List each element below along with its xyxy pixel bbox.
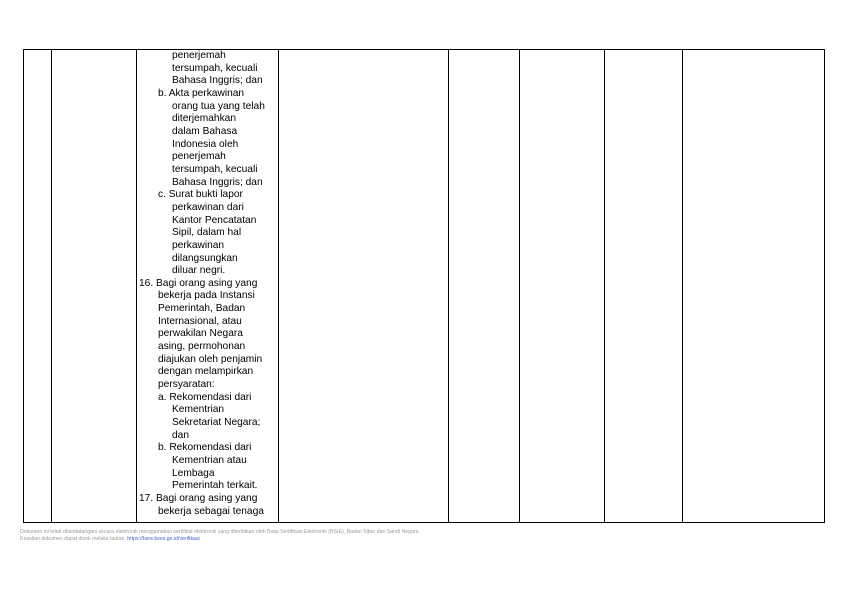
text-line: dilangsungkan	[172, 252, 238, 264]
item-cell	[52, 50, 137, 523]
text-line: persyaratan:	[158, 379, 215, 391]
text-line: diterjemahkan	[172, 113, 236, 125]
requirements-table	[23, 49, 825, 523]
requirements-cell	[137, 50, 279, 523]
requirements-text	[137, 50, 278, 518]
text-line: Sekretariat Negara;	[172, 417, 261, 429]
text-line: Kementrian atau	[172, 455, 247, 466]
text-line: orang tua yang telah	[172, 100, 265, 112]
text-line: b. Akta perkawinan	[158, 87, 245, 99]
footer-verification-label: Keaslian dokumen dapat dicek melalui tautan:	[20, 536, 126, 542]
text-line: dalam Bahasa	[172, 125, 238, 137]
text-line: diajukan oleh penjamin	[158, 353, 263, 365]
table-row	[24, 50, 825, 523]
text-line: 17. Bagi orang asing yang	[139, 492, 258, 504]
text-line: Bahasa Inggris; dan	[172, 75, 263, 87]
number-cell	[24, 50, 52, 523]
text-line: Kementrian	[172, 404, 225, 416]
text-line: dengan melampirkan	[158, 366, 254, 378]
text-line: Sipil, dalam hal	[172, 227, 242, 239]
footer-signature-note: Dokumen ini telah ditandatangani secara elektronik menggunakan sertifikat elektronik yang diterbitkan oleh Balai Sertifikasi Elektronik (BSrE), Badan Siber dan Sandi Negara	[20, 529, 419, 535]
text-line: asing, permohonan	[158, 341, 246, 353]
empty-cell	[449, 50, 520, 523]
empty-cell	[520, 50, 605, 523]
text-line: tersumpah, kecuali	[172, 62, 258, 74]
text-line: bekerja sebagai tenaga	[158, 505, 264, 517]
text-line: Kantor Pencatatan	[172, 214, 257, 226]
text-line: diluar negri.	[172, 265, 226, 277]
text-line: Bahasa Inggris; dan	[172, 176, 263, 188]
text-line: perkawinan	[172, 239, 225, 251]
text-line: tersumpah, kecuali	[172, 163, 258, 175]
text-line: perwakilan Negara	[158, 328, 243, 340]
text-line: Indonesia oleh	[172, 138, 239, 150]
text-line: Lembaga	[172, 467, 215, 479]
text-line: a. Rekomendasi dari	[158, 391, 252, 403]
text-line: Pemerintah, Badan	[158, 303, 246, 315]
text-line: bekerja pada Instansi	[158, 290, 255, 302]
text-line: penerjemah	[172, 151, 226, 163]
text-line: 16. Bagi orang asing yang	[139, 277, 258, 289]
text-line: dan	[172, 429, 189, 441]
text-line: c. Surat bukti lapor	[158, 189, 243, 201]
empty-cell	[605, 50, 683, 523]
text-line: Pemerintah terkait.	[172, 480, 258, 492]
verification-link[interactable]: https://bsre.bssn.go.id/verifikasi	[127, 536, 200, 542]
empty-cell	[279, 50, 449, 523]
footer-verification-note	[20, 536, 419, 543]
text-line: penerjemah	[172, 50, 226, 61]
text-line: perkawinan dari	[172, 201, 244, 213]
document-footer	[20, 529, 419, 543]
text-line: Internasional, atau	[158, 315, 242, 327]
empty-cell	[683, 50, 825, 523]
text-line: b. Rekomendasi dari	[158, 442, 252, 454]
